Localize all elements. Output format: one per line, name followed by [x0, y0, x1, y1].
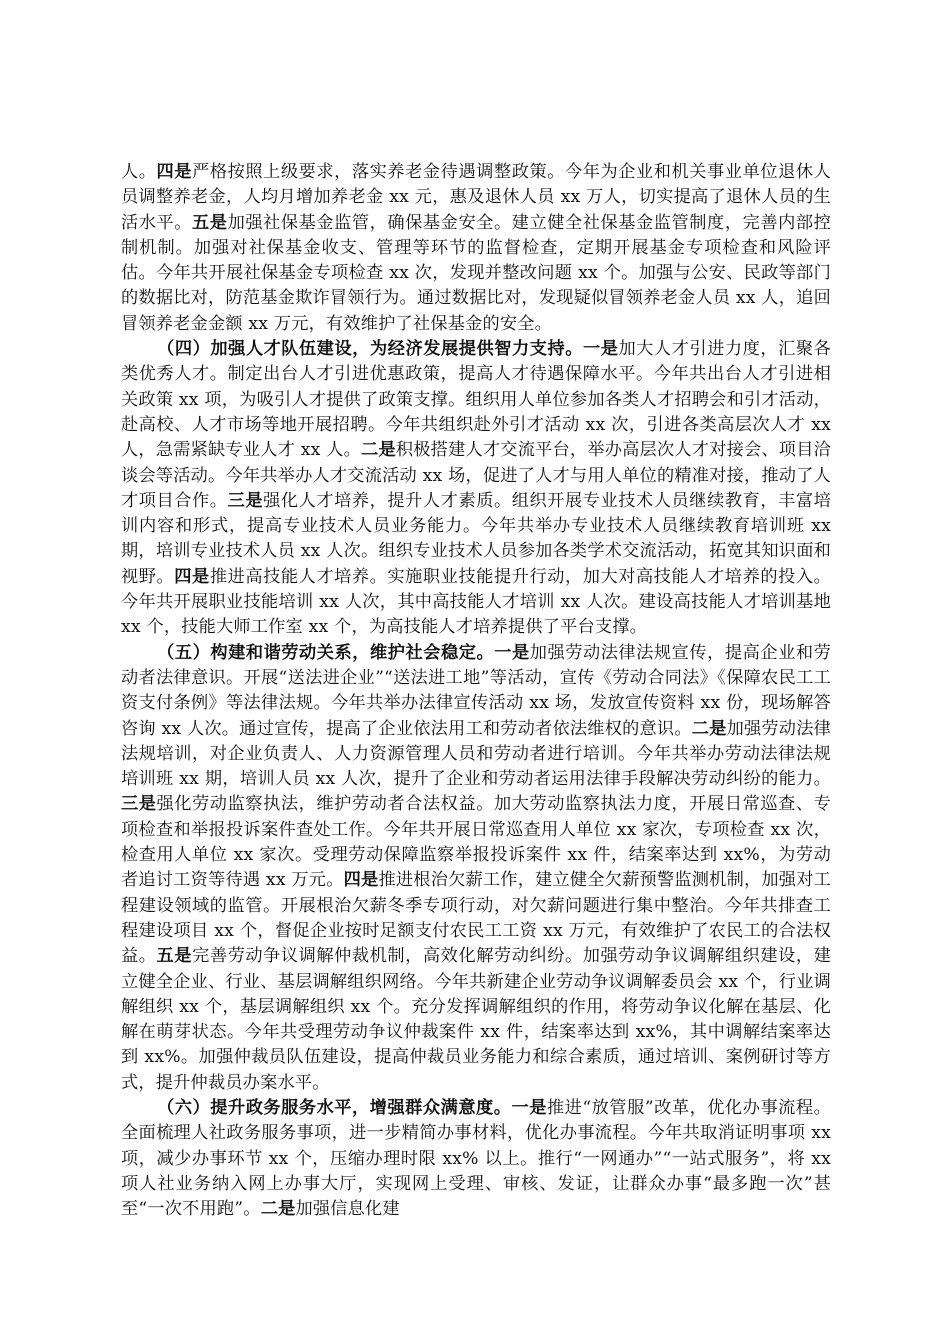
bold-heading-run: 二是 [691, 718, 727, 739]
text-run: 人。 [121, 162, 157, 182]
text-run: 加强社保基金监管，确保基金安全。建立健全社保基金监管制度，完善内部控制机制。加强对社保基金收支、管理等环节的监督检查，定期开展基金专项检查和风险评估。今年共开展社保基金专项检查 xx 次，发现并整改问题 xx 个。加强与公安、民政等部门的数据比对，防范基金欺诈冒领行为。通过数据比对，发现疑似冒领养老金人员 xx 人，追回冒领养老金金额 xx 万元，有效维护了社保基金的安全。 [121, 212, 831, 334]
text-run: 积极搭建人才交流平台，举办高层次人才对接会、项目洽谈会等活动。今年共举办人才交流活动 xx 场，促进了人才与用人单位的精准对接，推动了人才项目合作。 [121, 440, 831, 511]
bold-heading-run: 三是 [121, 794, 157, 815]
paragraph-section-five-labor [121, 641, 831, 1096]
text-run: 强化人才培养，提升人才素质。组织开展专业技术人员继续教育，丰富培训内容和形式，提高专业技术人员业务能力。今年共举办专业技术人员继续教育培训班 xx 期，培训专业技术人员 xx 人次。组织专业技术人员参加各类学术交流活动，拓宽其知识面和视野。 [121, 490, 832, 587]
bold-heading-run: 五是 [192, 212, 228, 233]
paragraph-section-four-talent [121, 337, 831, 641]
text-run: 加强信息化建 [295, 1199, 400, 1220]
section-heading: （四）加强人才队伍建设，为经济发展提供智力支持。一是 [157, 339, 619, 360]
bold-heading-run: 三是 [227, 490, 264, 511]
text-run: 强化劳动监察执法，维护劳动者合法权益。加大劳动监察执法力度，开展日常巡查、专项检查和举报投诉案件查处工作。今年共开展日常巡查用人单位 xx 家次，专项检查 xx 次，检查用人单位 xx 家次。受理劳动保障监察举报投诉案件 xx 件，结案率达到 xx%，为劳动者追讨工资等待遇 xx 万元。 [121, 794, 832, 891]
paragraph-section-six-services [121, 1096, 831, 1222]
text-run: 严格按照上级要求，落实养老金待遇调整政策。今年为企业和机关事业单位退休人员调整养老金，人均月增加养老金 xx 元，惠及退休人员 xx 万人，切实提高了退休人员的生活水平。 [121, 162, 832, 233]
bold-heading-run: 四是 [343, 870, 379, 891]
bold-heading-run: 二是 [260, 1199, 296, 1220]
section-heading: （六）提升政务服务水平，增强群众满意度。一是 [157, 1097, 547, 1118]
bold-heading-run: 四是 [174, 566, 210, 587]
text-run: 加强劳动法律法规宣传，提高企业和劳动者法律意识。开展“送法进企业”“送法进工地”等活动，宣传《劳动合同法》《保障农民工工资支付条例》等法律法规。今年共举办法律宣传活动 xx 场，发放宣传资料 xx 份，现场解答咨询 xx 人次。通过宣传，提高了企业依法用工和劳动者依法维权的意识。 [121, 642, 831, 739]
text-run: 加强劳动法律法规培训，对企业负责人、人力资源管理人员和劳动者进行培训。今年共举办劳动法律法规培训班 xx 期，培训人员 xx 人次，提升了企业和劳动者运用法律手段解决劳动纠纷的能力。 [121, 718, 831, 790]
document-page [121, 160, 831, 1222]
bold-heading-run: 二是 [361, 440, 396, 461]
text-run: 推进“放管服”改革，优化办事流程。全面梳理人社政务服务事项，进一步精简办事材料，优化办事流程。今年共取消证明事项 xx 项，减少办事环节 xx 个，压缩办理时限 xx% 以上。推行“一网通办”“一站式服务”，将 xx 项人社业务纳入网上办事大厅，实现网上受理、审核、发证，让群众办事“最多跑一次”甚至“一次不用跑”。 [121, 1097, 831, 1220]
bold-heading-run: 五是 [156, 946, 193, 967]
text-run: 推进根治欠薪工作，建立健全欠薪预警监测机制，加强对工程建设领域的监管。开展根治欠薪冬季专项行动，对欠薪问题进行集中整治。今年共排查工程建设项目 xx 个，督促企业按时足额支付农民工工资 xx 万元，有效维护了农民工的合法权益。 [121, 870, 831, 967]
paragraph-pension-and-fund [121, 160, 831, 337]
bold-heading-run: 四是 [156, 162, 193, 182]
section-heading: （五）构建和谐劳动关系，维护社会稳定。一是 [157, 642, 530, 663]
text-run: 完善劳动争议调解仲裁机制，高效化解劳动纠纷。加强劳动争议调解组织建设，建立健全企业、行业、基层调解组织网络。今年共新建企业劳动争议调解委员会 xx 个，行业调解组织 xx 个，基层调解组织 xx 个。充分发挥调解组织的作用，将劳动争议化解在基层、化解在萌芽状态。今年共受理劳动争议仲裁案件 xx 件，结案率达到 xx%，其中调解结案率达到 xx%。加强仲裁员队伍建设，提高仲裁员业务能力和综合素质，通过培训、案例研讨等方式，提升仲裁员办案水平。 [121, 946, 832, 1093]
text-run: 推进高技能人才培养。实施职业技能提升行动，加大对高技能人才培养的投入。今年共开展职业技能培训 xx 人次，其中高技能人才培训 xx 人次。建设高技能人才培训基地 xx 个，技能大师工作室 xx 个，为高技能人才培养提供了平台支撑。 [121, 566, 831, 638]
text-run: 加大人才引进力度，汇聚各类优秀人才。制定出台人才引进优惠政策，提高人才待遇保障水平。今年共出台人才引进相关政策 xx 项，为吸引人才提供了政策支撑。组织用人单位参加各类人才招聘会和引才活动，赴高校、人才市场等地开展招聘。今年共组织赴外引才活动 xx 次，引进各类高层次人才 xx 人，急需紧缺专业人才 xx 人。 [121, 339, 832, 461]
